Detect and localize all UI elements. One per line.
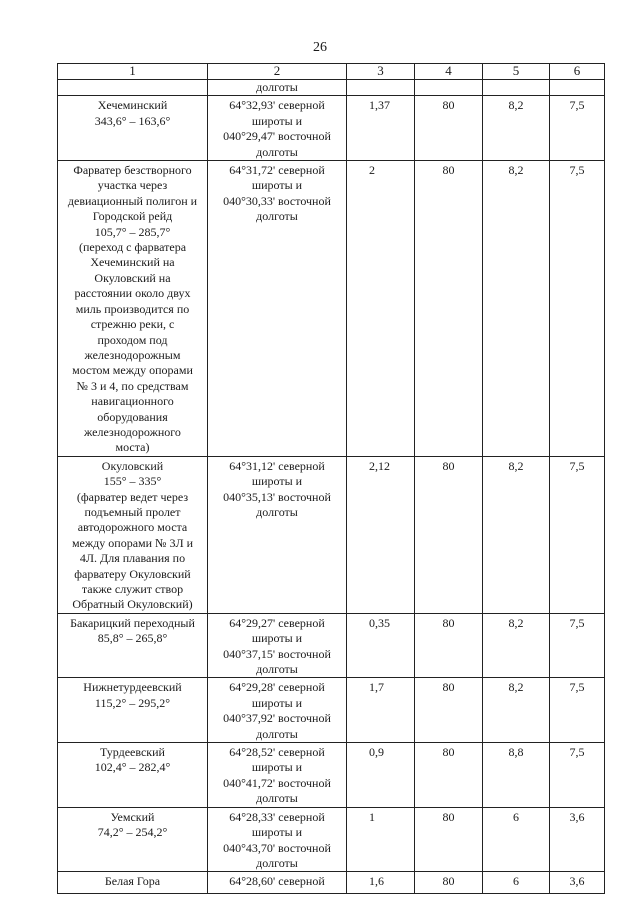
length-cell [347, 80, 415, 96]
width-cell: 80 [415, 613, 483, 678]
depth-cell: 8,2 [483, 456, 550, 613]
depth-cell: 8,2 [483, 96, 550, 161]
width-cell: 80 [415, 456, 483, 613]
column-header-6: 6 [550, 64, 605, 80]
coordinates-cell: 64°28,60' северной [208, 872, 347, 894]
column-header-1: 1 [58, 64, 208, 80]
table-row [58, 743, 605, 808]
fairway-name-cell: Хечеминский 343,6° – 163,6° [58, 96, 208, 161]
length-cell: 1,37 [347, 96, 415, 161]
length-cell: 1,6 [347, 872, 415, 894]
width-cell: 80 [415, 807, 483, 872]
coordinates-cell: 64°29,27' северной широты и 040°37,15' восточной долготы [208, 613, 347, 678]
fairway-name-cell: Белая Гора [58, 872, 208, 894]
depth-cell: 6 [483, 872, 550, 894]
fairway-name-cell: Уемский 74,2° – 254,2° [58, 807, 208, 872]
page-number: 26 [313, 40, 327, 55]
table-body [58, 80, 605, 894]
column-header-2: 2 [208, 64, 347, 80]
width-cell: 80 [415, 96, 483, 161]
length-cell: 0,35 [347, 613, 415, 678]
fairway-name-cell: Фарватер безстворного участка через девиационный полигон и Городской рейд 105,7° – 285,7° (переход с фарватера Хечеминский на Окуловский на расстоянии около двух миль производится по стрежню реки, с проходом под железнодорожным мостом между опорами № 3 и 4, по средствам навигационного оборудования железнодорожного моста) [58, 161, 208, 457]
depth-cell: 8,2 [483, 678, 550, 743]
length-cell: 2 [347, 161, 415, 457]
length-cell: 0,9 [347, 743, 415, 808]
length-cell: 1,7 [347, 678, 415, 743]
draft-cell: 7,5 [550, 743, 605, 808]
width-cell: 80 [415, 872, 483, 894]
draft-cell: 7,5 [550, 456, 605, 613]
width-cell: 80 [415, 161, 483, 457]
coordinates-cell: 64°31,72' северной широты и 040°30,33' восточной долготы [208, 161, 347, 457]
table-row [58, 872, 605, 894]
coordinates-cell: 64°31,12' северной широты и 040°35,13' восточной долготы [208, 456, 347, 613]
draft-cell: 7,5 [550, 678, 605, 743]
fairway-name-cell: Окуловский 155° – 335° (фарватер ведет через подъемный пролет автодорожного моста между опорами № 3Л и 4Л. Для плавания по фарватеру Окуловский также служит створ Обратный Окуловский) [58, 456, 208, 613]
depth-cell: 8,8 [483, 743, 550, 808]
fairway-name-cell: Нижнетурдеевский 115,2° – 295,2° [58, 678, 208, 743]
coordinates-cell: 64°29,28' северной широты и 040°37,92' восточной долготы [208, 678, 347, 743]
draft-cell: 3,6 [550, 807, 605, 872]
table-row [58, 807, 605, 872]
draft-cell: 3,6 [550, 872, 605, 894]
column-header-4: 4 [415, 64, 483, 80]
draft-cell: 7,5 [550, 96, 605, 161]
table-row [58, 80, 605, 96]
width-cell [415, 80, 483, 96]
fairway-name-cell: Турдеевский 102,4° – 282,4° [58, 743, 208, 808]
depth-cell: 6 [483, 807, 550, 872]
width-cell: 80 [415, 743, 483, 808]
fairway-name-cell [58, 80, 208, 96]
width-cell: 80 [415, 678, 483, 743]
draft-cell: 7,5 [550, 613, 605, 678]
column-header-3: 3 [347, 64, 415, 80]
coordinates-cell: 64°32,93' северной широты и 040°29,47' восточной долготы [208, 96, 347, 161]
fairway-table [57, 63, 605, 894]
length-cell: 1 [347, 807, 415, 872]
coordinates-cell: 64°28,33' северной широты и 040°43,70' восточной долготы [208, 807, 347, 872]
table-row [58, 456, 605, 613]
draft-cell: 7,5 [550, 161, 605, 457]
length-cell: 2,12 [347, 456, 415, 613]
table-row [58, 161, 605, 457]
draft-cell [550, 80, 605, 96]
column-header-5: 5 [483, 64, 550, 80]
table-row [58, 678, 605, 743]
coordinates-cell: долготы [208, 80, 347, 96]
depth-cell: 8,2 [483, 613, 550, 678]
depth-cell: 8,2 [483, 161, 550, 457]
depth-cell [483, 80, 550, 96]
table-row [58, 613, 605, 678]
coordinates-cell: 64°28,52' северной широты и 040°41,72' восточной долготы [208, 743, 347, 808]
fairway-name-cell: Бакарицкий переходный 85,8° – 265,8° [58, 613, 208, 678]
table-header-row [58, 64, 605, 80]
table-row [58, 96, 605, 161]
